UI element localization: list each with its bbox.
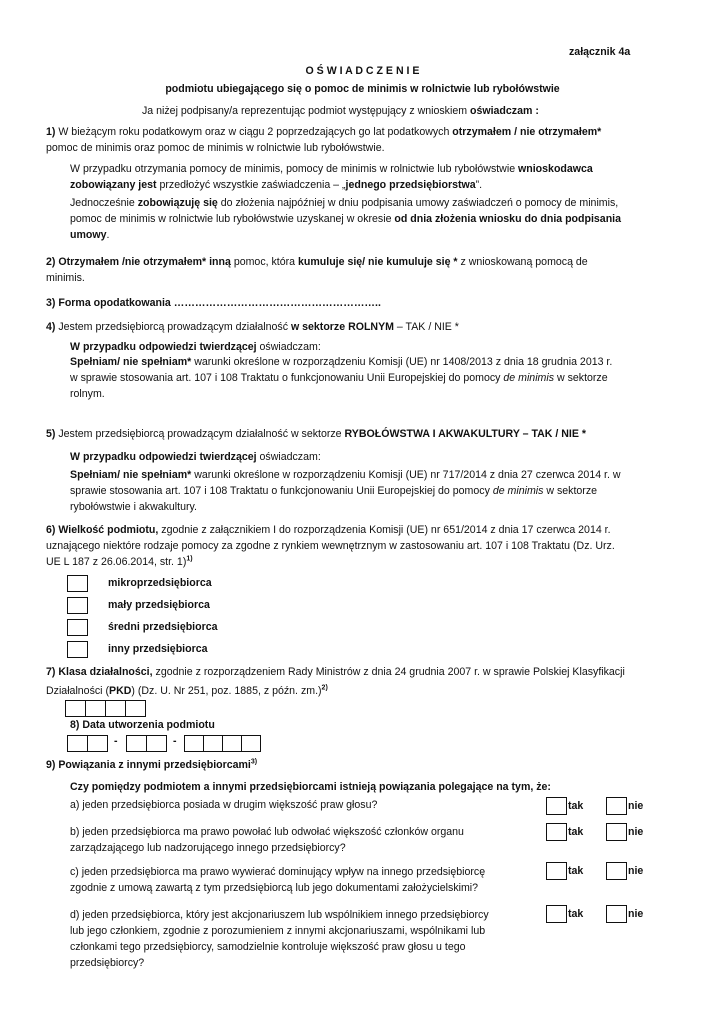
option-label-medium: średni przedsiębiorca xyxy=(108,621,218,633)
section-1-para-2-line-3: umowy. xyxy=(70,229,110,241)
section-1-para-2-line-2: pomoc de minimis w rolnictwie lub rybołówstwie uzyskanej w okresie od dnia złożenia wniosku do dnia podpisania xyxy=(70,213,622,225)
section-1-line-2: pomoc de minimis oraz pomoc de minimis w rolnictwie lub rybołówstwie. xyxy=(46,142,385,154)
option-label-other: inny przedsiębiorca xyxy=(108,643,208,655)
relation-d-line-2: lub jego członkiem, zgodnie z porozumieniem z innymi akcjonariuszami, wspólnikami lub xyxy=(70,925,486,937)
section-5-line-3: Spełniam/ nie spełniam* warunki określone w rozporządzeniu Komisji (UE) nr 717/2014 z dnia 27 czerwca 2014 r. w xyxy=(70,469,621,481)
relation-c-no-label: nie xyxy=(628,865,644,877)
relation-d-line-3: członkami tego przedsiębiorcy, samodzielnie kontroluje większość praw głosu u tego xyxy=(70,941,466,953)
checkbox-small[interactable] xyxy=(67,597,88,614)
option-label-micro: mikroprzedsiębiorca xyxy=(108,577,212,589)
section-6-line-3: UE L 187 z 26.06.2014, str. 1)$^{1)}$ xyxy=(46,555,193,568)
relation-b-yes-checkbox[interactable] xyxy=(546,823,567,841)
date-separator-1: - xyxy=(114,735,118,747)
section-7-line-2: Działalności (PKD) (Dz. U. Nr 251, poz. 1885, z późn. zm.)$^{2)}$ xyxy=(46,684,328,697)
section-4-line-2: W przypadku odpowiedzi twierdzącej oświadczam: xyxy=(70,341,321,353)
section-1-para-2-line-1: Jednocześnie zobowiązuję się do złożenia najpóźniej w dniu podpisania umowy zaświadczeń o pomocy de minimis, xyxy=(70,197,619,209)
relation-c-line-2: zgodnie z umową zawartą z tym przedsiębiorcą lub jego dokumentami założycielskimi? xyxy=(70,882,479,894)
relation-a-yes-label: tak xyxy=(568,800,584,812)
relation-b-line-2: zarządzającego lub nadzorującego innego przedsiębiorcy? xyxy=(70,842,346,854)
section-6-line-1: 6) Wielkość podmiotu, zgodnie z załącznikiem I do rozporządzenia Komisji (UE) nr 651/2014 z dnia 17 czerwca 2014 r. xyxy=(46,524,611,536)
section-5-line-4: sprawie stosowania art. 107 i 108 Traktatu o funkcjonowaniu Unii Europejskiej do pomocy de minimis w sektorze xyxy=(70,485,598,497)
relation-a-no-checkbox[interactable] xyxy=(606,797,627,815)
document-subtitle: podmiotu ubiegającego się o pomoc de minimis w rolnictwie lub rybołówstwie xyxy=(165,83,560,95)
checkbox-micro[interactable] xyxy=(67,575,88,592)
relation-b-yes-label: tak xyxy=(568,826,584,838)
section-1-para-1-line-2: zobowiązany jest przedłożyć wszystkie zaświadczenia – „jednego przedsiębiorstwa”. xyxy=(70,179,483,191)
checkbox-other[interactable] xyxy=(67,641,88,658)
section-6-line-2: uznającego niektóre rodzaje pomocy za zgodne z rynkiem wewnętrznym w zastosowaniu art. 107 i 108 Traktatu (Dz. Urz. xyxy=(46,540,615,552)
relation-b-line-1: b) jeden przedsiębiorca ma prawo powołać lub odwołać większość członków organu xyxy=(70,826,464,838)
relation-c-line-1: c) jeden przedsiębiorca ma prawo wywierać dominujący wpływ na innego przedsiębiorcę xyxy=(70,866,486,878)
section-4-line-1: 4) Jestem przedsiębiorcą prowadzącym działalność w sektorze ROLNYM – TAK / NIE * xyxy=(46,321,459,333)
section-5-line-2: W przypadku odpowiedzi twierdzącej oświadczam: xyxy=(70,451,321,463)
section-5-line-1: 5) Jestem przedsiębiorcą prowadzącym działalność w sektorze RYBOŁÓWSTWA I AKWAKULTURY – TAK / NIE * xyxy=(46,428,587,440)
section-2-line-1: 2) Otrzymałem /nie otrzymałem* inną pomoc, która kumuluje się/ nie kumuluje się * z wnioskowaną pomocą de xyxy=(46,256,588,268)
section-1-para-1-line-1: W przypadku otrzymania pomocy de minimis, pomocy de minimis w rolnictwie lub rybołówstwie wnioskodawca xyxy=(70,163,593,175)
section-4-line-4: w sprawie stosowania art. 107 i 108 Traktatu o funkcjonowaniu Unii Europejskiej do pomocy de minimis w sektorze xyxy=(70,372,608,384)
relation-d-line-1: d) jeden przedsiębiorca, który jest akcjonariuszem lub wspólnikiem innego przedsiębiorcy xyxy=(70,909,489,921)
section-8-label: 8) Data utworzenia podmiotu xyxy=(70,719,215,731)
section-4-line-3: Spełniam/ nie spełniam* warunki określone w rozporządzeniu Komisji (UE) nr 1408/2013 z dnia 18 grudnia 2013 r. xyxy=(70,356,613,368)
attachment-label: załącznik 4a xyxy=(569,46,631,58)
relation-d-no-label: nie xyxy=(628,908,644,920)
option-label-small: mały przedsiębiorca xyxy=(108,599,210,611)
section-3-tax-form: 3) Forma opodatkowania ………………………………………………….. xyxy=(46,297,381,309)
relation-b-no-label: nie xyxy=(628,826,644,838)
section-2-line-2: minimis. xyxy=(46,272,85,284)
section-9-label: 9) Powiązania z innymi przedsiębiorcami$^{3)}$ xyxy=(46,758,258,771)
relation-d-no-checkbox[interactable] xyxy=(606,905,627,923)
relation-c-no-checkbox[interactable] xyxy=(606,862,627,880)
section-1-line-1: 1) W bieżącym roku podatkowym oraz w ciągu 2 poprzedzających go lat podatkowych otrzymałem / nie otrzymałem* xyxy=(46,126,602,138)
relation-d-yes-label: tak xyxy=(568,908,584,920)
relation-c-yes-checkbox[interactable] xyxy=(546,862,567,880)
document-title: O Ś W I A D C Z E N I E xyxy=(305,65,420,77)
relation-b-no-checkbox[interactable] xyxy=(606,823,627,841)
intro-line: Ja niżej podpisany/a reprezentując podmiot występujący z wnioskiem oświadczam : xyxy=(142,105,539,117)
relation-a-no-label: nie xyxy=(628,800,644,812)
relation-a-yes-checkbox[interactable] xyxy=(546,797,567,815)
relation-d-line-4: przedsiębiorcy? xyxy=(70,957,145,969)
section-5-line-5: rybołówstwie i akwakultury. xyxy=(70,501,197,513)
relation-d-yes-checkbox[interactable] xyxy=(546,905,567,923)
section-9-question: Czy pomiędzy podmiotem a innymi przedsiębiorcami istnieją powiązania polegające na tym, że: xyxy=(70,781,551,793)
section-4-line-5: rolnym. xyxy=(70,388,105,400)
relation-c-yes-label: tak xyxy=(568,865,584,877)
checkbox-medium[interactable] xyxy=(67,619,88,636)
relation-a-text: a) jeden przedsiębiorca posiada w drugim większość praw głosu? xyxy=(70,799,378,811)
section-7-line-1: 7) Klasa działalności, zgodnie z rozporządzeniem Rady Ministrów z dnia 24 grudnia 2007 r. w sprawie Polskiej Klasyfikacji xyxy=(46,666,625,678)
date-separator-2: - xyxy=(173,735,177,747)
